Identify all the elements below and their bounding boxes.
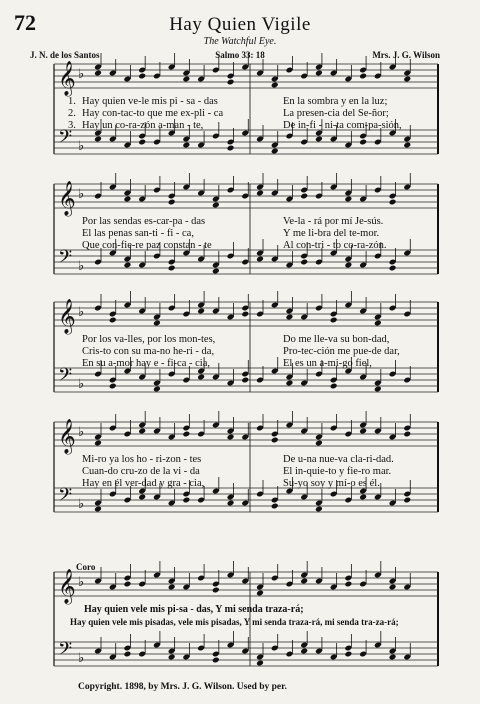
notehead [315,136,323,143]
key-flat-icon: ♭ [78,67,85,82]
lyric-line: Cris-to con su ma-no he-ri - da, Pro-tec-ción me pue-de dar, [82,346,400,357]
notehead [389,654,397,661]
notehead [286,314,294,321]
notehead [212,657,220,664]
hymn-subtitle: The Watchful Eye. [203,36,277,47]
notehead [389,199,397,206]
notehead [94,70,102,77]
key-flat-icon: ♭ [78,139,85,154]
lyric-line: 3. Hay un co-ra-zón a-man - te, De in-fi - ni-ta com-pa-sión, [68,120,402,131]
lyric-line: El las penas san-ti - fi - ca, Y me li-bra del te-mor. [82,228,380,239]
notehead [182,497,190,504]
hymn-number: 72 [14,10,36,35]
notehead [300,648,308,655]
notehead [330,317,338,324]
key-flat-icon: ♭ [78,425,85,440]
notehead [227,500,235,507]
notehead [389,584,397,591]
key-flat-icon: ♭ [78,651,85,666]
notehead [344,581,352,588]
notehead [256,256,264,263]
notehead [403,497,411,504]
notehead [138,428,146,435]
notehead [124,651,132,658]
copyright-notice: Copyright. 1898, by Mrs. J. G. Wilson. Used by per. [78,682,287,692]
notehead [403,431,411,438]
notehead [182,142,190,149]
lyric-line: Cuan-do cru-zo de la vi - da El in-quie-to y fie-ro mar. [82,466,392,477]
notehead [374,386,382,393]
notehead [168,265,176,272]
composer-credit: J. N. de los Santos [30,50,100,60]
notehead [359,139,367,146]
notehead [153,320,161,327]
chorus-line-2: Hay quien vele mis pisadas, vele mis pisadas, Y mi senda traza-rá, mi senda tra-za-rá; [70,617,399,627]
notehead [330,383,338,390]
key-flat-icon: ♭ [78,497,85,512]
notehead [124,581,132,588]
notehead [227,79,235,86]
lyric-line: Por las sendas es-car-pa - das Ve-la - rá por mí Je-sús. [82,216,384,227]
notehead [109,317,117,324]
notehead [271,437,279,444]
lyric-line: En su a-mor hay e - fi-ca - cia, El es un a-mi-go fiel, [82,358,372,369]
notehead [124,196,132,203]
notehead [212,268,220,275]
notehead [124,262,132,269]
bass-clef-icon: 𝄢 [58,639,73,664]
hymn-title: Hay Quien Vigile [169,14,311,35]
chorus-label: Coro [76,562,96,572]
notehead [286,380,294,387]
lyric-line: Hay en él ver-dad y gra - cia, Su-yo soy y mí-o es él. [82,478,380,489]
notehead [271,148,279,155]
notehead [315,440,323,447]
key-flat-icon: ♭ [78,259,85,274]
notehead [109,383,117,390]
bass-clef-icon: 𝄢 [58,127,73,152]
key-flat-icon: ♭ [78,187,85,202]
notehead [212,202,220,209]
treble-clef-icon: 𝄞 [58,299,76,334]
notehead [197,308,205,315]
notehead [271,82,279,89]
bass-clef-icon: 𝄢 [58,365,73,390]
notehead [344,262,352,269]
treble-clef-icon: 𝄞 [58,419,76,454]
scripture-reference: Salmo 33: 18 [215,50,265,60]
notehead [94,440,102,447]
notehead [168,654,176,661]
notehead [300,193,308,200]
lyric-line: Mi-ro ya los ho - ri-zon - tes De u-na nue-va cla-ri-dad. [82,454,394,465]
bass-clef-icon: 𝄢 [58,485,73,510]
treble-clef-icon: 𝄞 [58,61,76,96]
lyric-line: Que con-fie-re paz constan - te Al con-tri - to co-ra-zón. [82,240,387,251]
lyric-line: 2. Hay con-tac-to que me ex-pli - ca La presen-cia del Se-ñor; [68,108,389,119]
notehead [94,506,102,513]
notehead [182,431,190,438]
notehead [241,377,249,384]
treble-clef-icon: 𝄞 [58,181,76,216]
notehead [359,428,367,435]
notehead [241,311,249,318]
lyric-line: 1. Hay quien ve-le mis pi - sa - das En la sombra y en la luz; [68,96,388,107]
notehead [138,73,146,80]
treble-clef-icon: 𝄞 [58,569,76,604]
notehead [374,320,382,327]
chorus-line-1: Hay quien vele mis pi-sa - das, Y mi senda traza-rá; [84,604,304,615]
notehead [359,494,367,501]
key-flat-icon: ♭ [78,575,85,590]
notehead [300,259,308,266]
notehead [403,142,411,149]
notehead [94,136,102,143]
lyric-line: Por los va-lles, por los mon-tes, Do me lle-va su bon-dad, [82,334,390,345]
notehead [315,70,323,77]
notehead [182,76,190,83]
notehead [300,578,308,585]
notehead [212,587,220,594]
bass-clef-icon: 𝄢 [58,247,73,272]
notehead [271,503,279,510]
notehead [197,374,205,381]
notehead [168,199,176,206]
key-flat-icon: ♭ [78,377,85,392]
notehead [256,190,264,197]
notehead [256,660,264,667]
notehead [389,265,397,272]
notehead [227,434,235,441]
notehead [344,196,352,203]
notehead [138,494,146,501]
notehead [344,651,352,658]
key-flat-icon: ♭ [78,305,85,320]
notehead [138,139,146,146]
notehead [315,506,323,513]
notehead [359,73,367,80]
notehead [168,584,176,591]
author-credit: Mrs. J. G. Wilson [372,50,440,60]
notehead [227,145,235,152]
notehead [153,386,161,393]
notehead [256,590,264,597]
notehead [403,76,411,83]
